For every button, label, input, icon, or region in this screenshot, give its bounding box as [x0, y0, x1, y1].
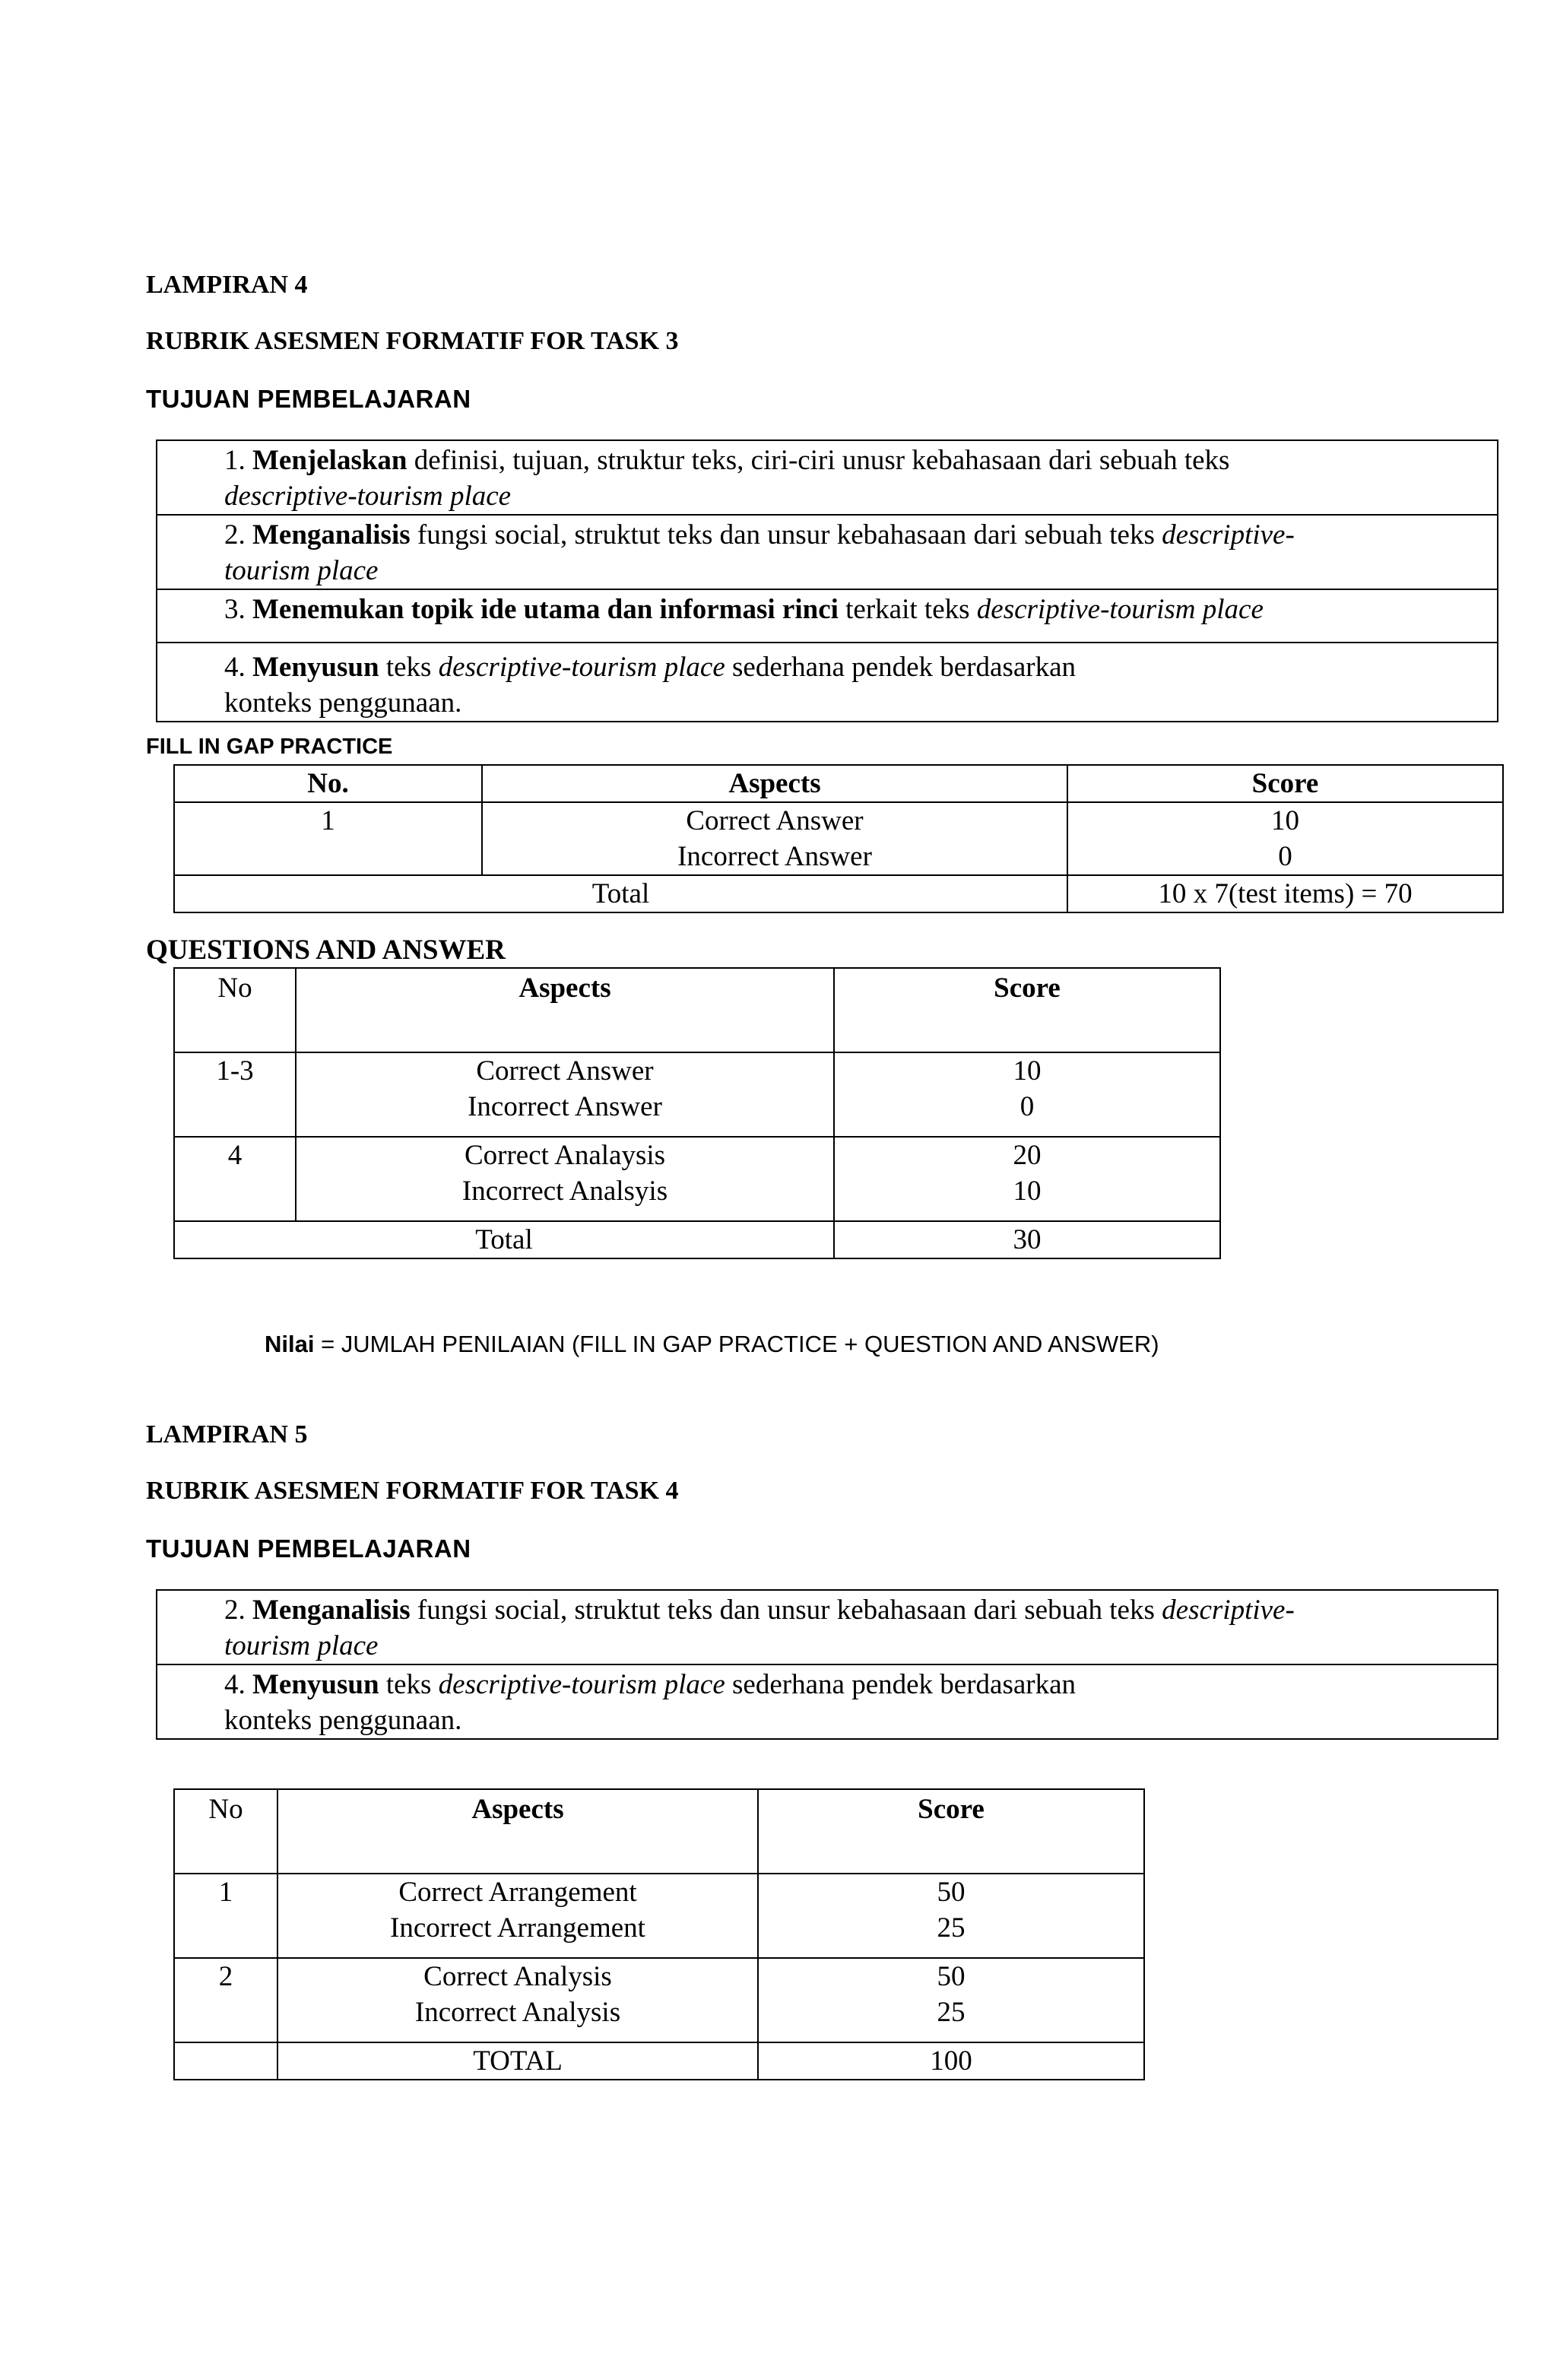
fill-in-gap-table [173, 764, 1504, 913]
row-aspects: Correct Analysis Incorrect Analysis [277, 1958, 758, 2042]
task-4-table [173, 1788, 1145, 2080]
qa-table [173, 967, 1221, 1259]
row-no: 1-3 [174, 1052, 296, 1137]
objective-2: 2. Menganalisis fungsi social, struktut teks dan unsur kebahasaan dari sebuah teks descriptive- tourism place [157, 1590, 1498, 1664]
objective-2: 2. Menganalisis fungsi social, struktut teks dan unsur kebahasaan dari sebuah teks descriptive- tourism place [157, 515, 1498, 589]
header-no: No [174, 1789, 277, 1874]
row-score: 20 10 [834, 1137, 1220, 1221]
total-value: 10 x 7(test items) = 70 [1067, 875, 1503, 912]
objectives-table-1 [156, 440, 1498, 722]
row-no: 4 [174, 1137, 296, 1221]
objectives-title-1: TUJUAN PEMBELAJARAN [146, 385, 471, 413]
objectives-title-2: TUJUAN PEMBELAJARAN [146, 1534, 471, 1563]
table-row [174, 1874, 1144, 1958]
header-score: Score [758, 1789, 1144, 1874]
qa-title: QUESTIONS AND ANSWER [146, 935, 506, 966]
row-aspects: Correct Answer Incorrect Answer [296, 1052, 834, 1137]
total-value: 100 [758, 2042, 1144, 2080]
lampiran-5-label: LAMPIRAN 5 [146, 1420, 308, 1449]
table-row [174, 802, 1503, 875]
rubric-title-task-3: RUBRIK ASESMEN FORMATIF FOR TASK 3 [146, 327, 679, 355]
nilai-formula [265, 1331, 1159, 1358]
row-aspects: Correct Answer Incorrect Answer [482, 802, 1067, 875]
header-aspects: Aspects [482, 765, 1067, 802]
row-score: 10 0 [1067, 802, 1503, 875]
row-score: 10 0 [834, 1052, 1220, 1137]
row-aspects: Correct Analaysis Incorrect Analsyis [296, 1137, 834, 1221]
header-score: Score [1067, 765, 1503, 802]
objective-4: 4. Menyusun teks descriptive-tourism place sederhana pendek berdasarkan konteks penggunaan. [157, 643, 1498, 722]
table-row [174, 1137, 1220, 1221]
objective-4: 4. Menyusun teks descriptive-tourism place sederhana pendek berdasarkan konteks penggunaan. [157, 1664, 1498, 1739]
objective-3: 3. Menemukan topik ide utama dan informasi rinci terkait teks descriptive-tourism place [157, 589, 1498, 643]
objective-1: 1. Menjelaskan definisi, tujuan, struktur teks, ciri-ciri unusr kebahasaan dari sebuah teks descriptive-tourism place [157, 440, 1498, 515]
objectives-table-2 [156, 1589, 1498, 1740]
table-row [174, 1052, 1220, 1137]
header-score: Score [834, 968, 1220, 1052]
total-label: Total [174, 1221, 834, 1258]
total-value: 30 [834, 1221, 1220, 1258]
table-row [174, 1958, 1144, 2042]
nilai-text: = JUMLAH PENILAIAN (FILL IN GAP PRACTICE + QUESTION AND ANSWER) [314, 1331, 1159, 1357]
row-no: 1 [174, 1874, 277, 1958]
header-aspects: Aspects [277, 1789, 758, 1874]
row-aspects: Correct Arrangement Incorrect Arrangement [277, 1874, 758, 1958]
lampiran-4-label: LAMPIRAN 4 [146, 271, 308, 299]
row-score: 50 25 [758, 1958, 1144, 2042]
row-no: 2 [174, 1958, 277, 2042]
header-aspects: Aspects [296, 968, 834, 1052]
header-no: No [174, 968, 296, 1052]
total-label: TOTAL [277, 2042, 758, 2080]
total-label: Total [174, 875, 1067, 912]
row-no: 1 [174, 802, 482, 875]
header-no: No. [174, 765, 482, 802]
fill-in-gap-title: FILL IN GAP PRACTICE [146, 735, 393, 759]
total-empty [174, 2042, 277, 2080]
nilai-label: Nilai [265, 1331, 315, 1357]
row-score: 50 25 [758, 1874, 1144, 1958]
rubric-title-task-4: RUBRIK ASESMEN FORMATIF FOR TASK 4 [146, 1477, 679, 1505]
